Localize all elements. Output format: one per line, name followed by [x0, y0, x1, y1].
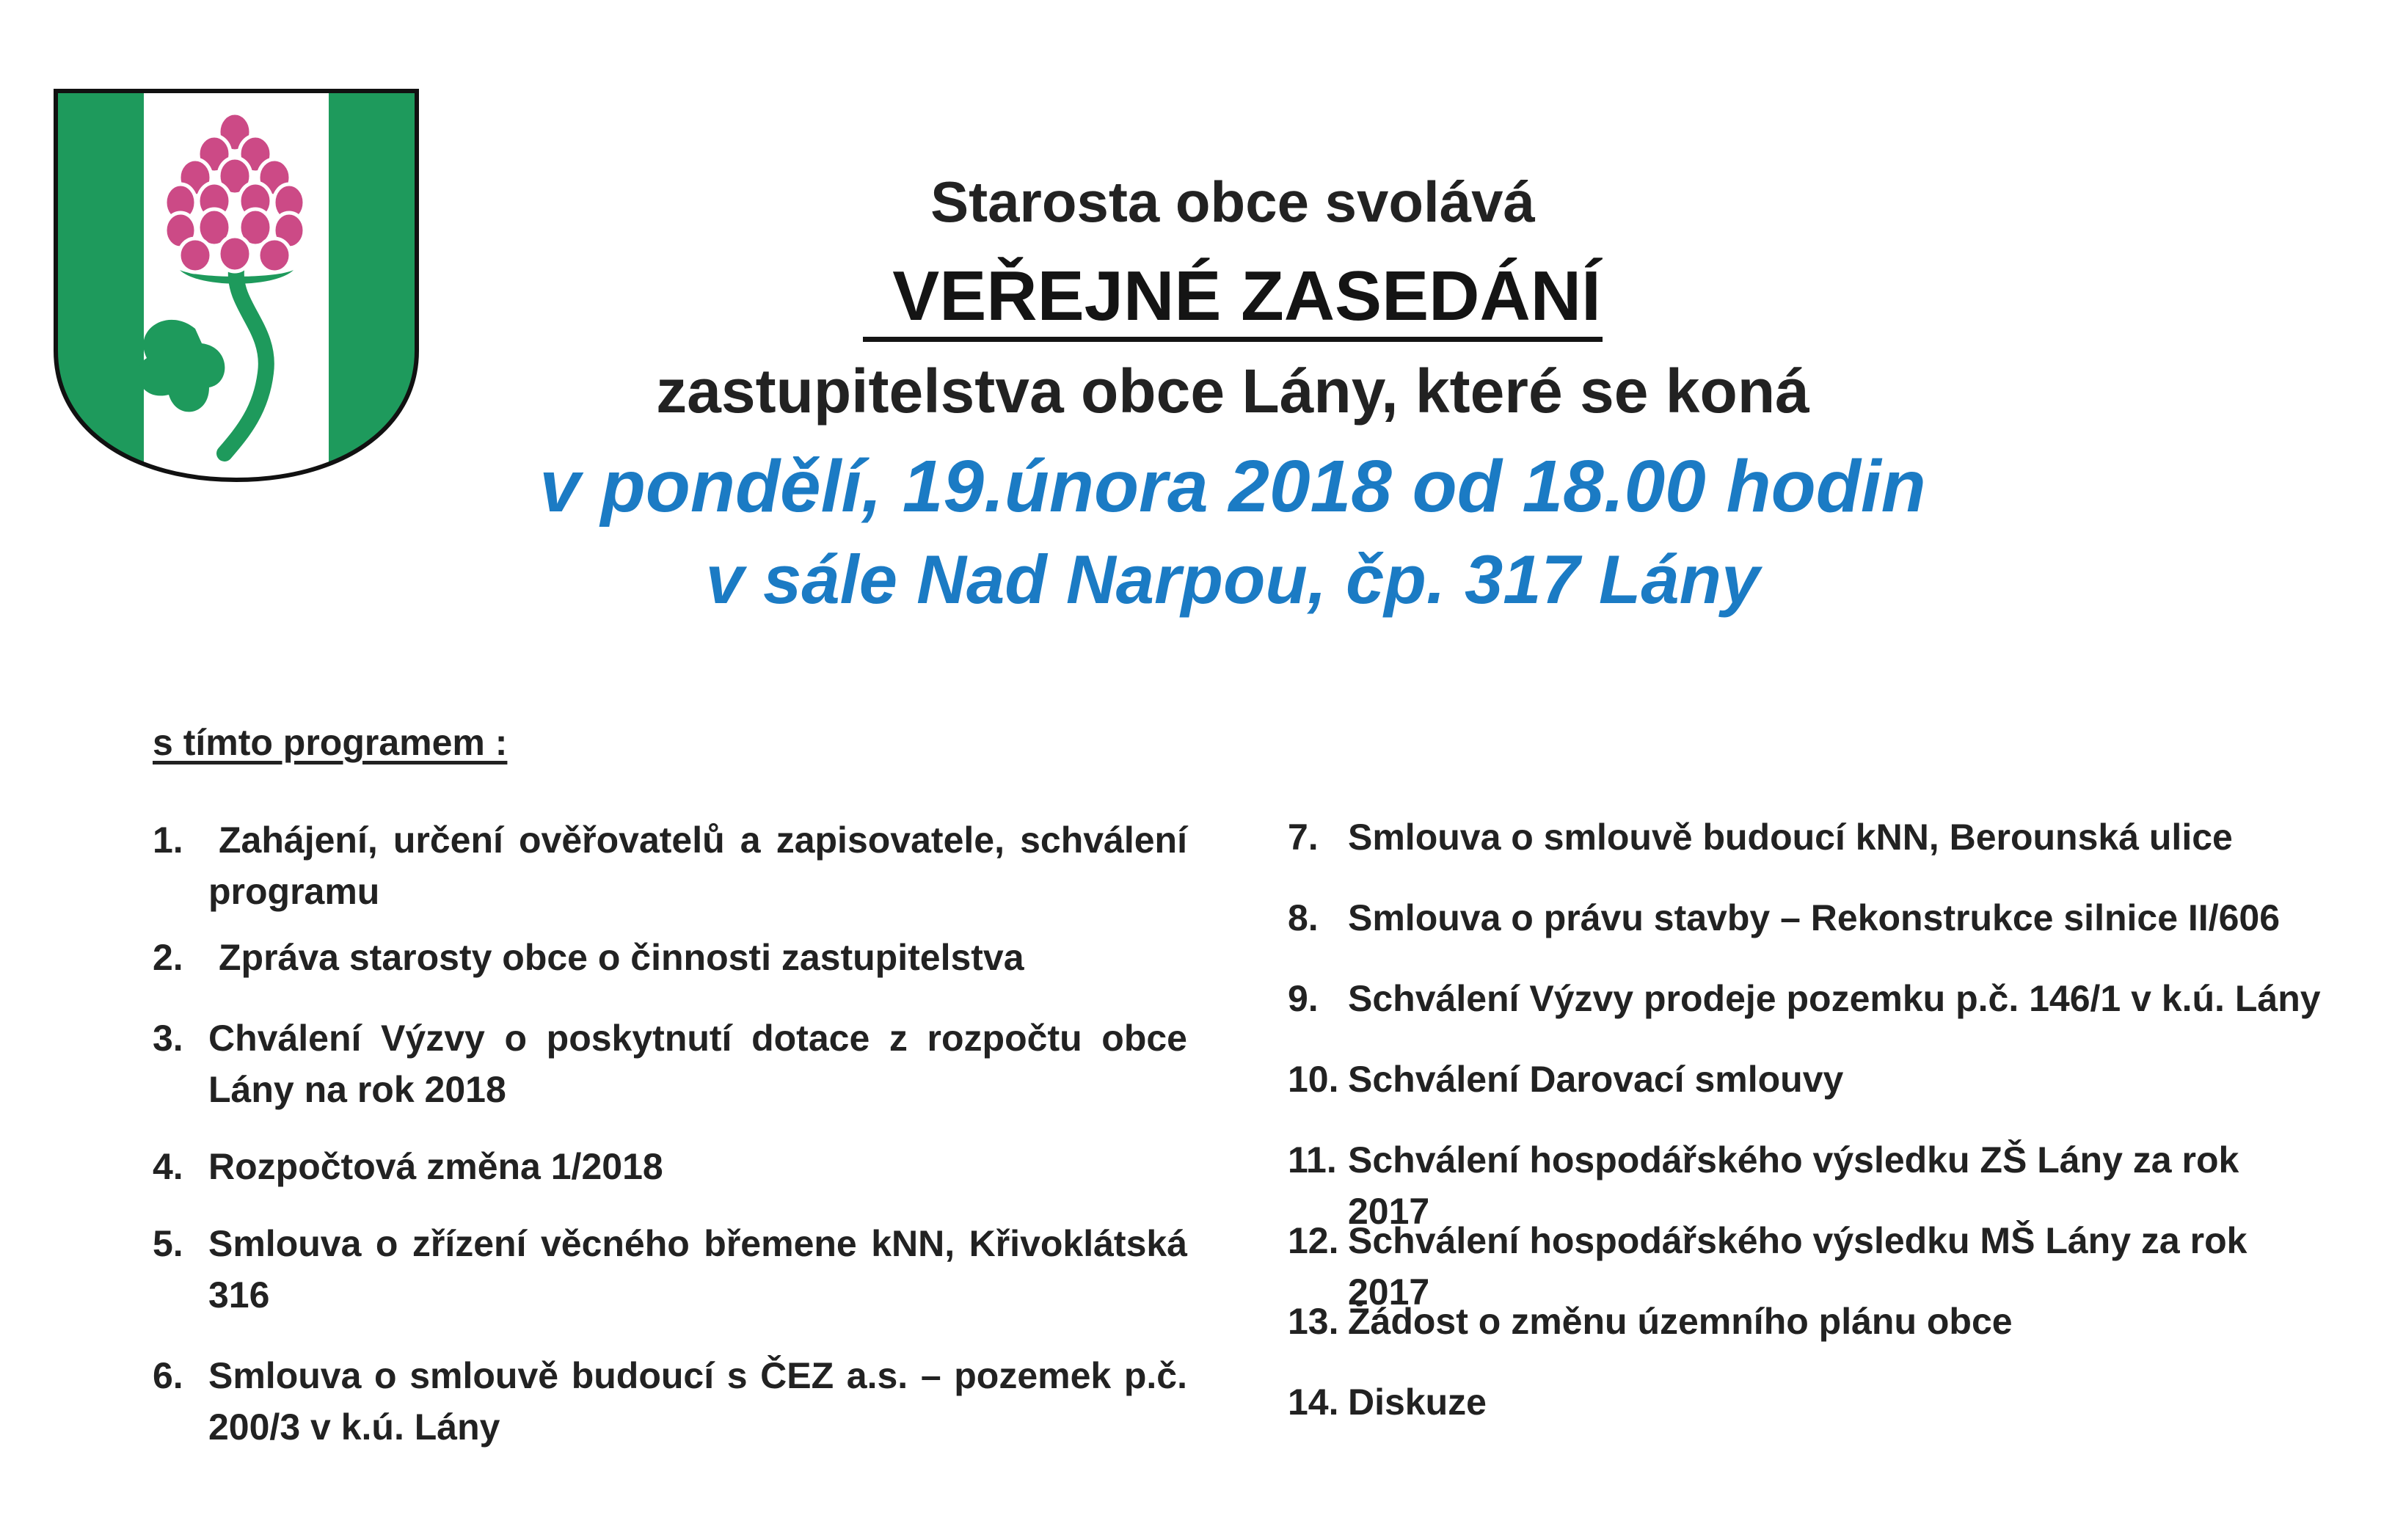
list-item-text: Rozpočtová změna 1/2018	[208, 1146, 663, 1187]
list-item-number: 8.	[1288, 897, 1319, 938]
list-item	[153, 814, 1187, 917]
list-item-number: 2.	[153, 937, 183, 978]
list-item-number: 3.	[153, 1018, 183, 1059]
list-item-text: Zpráva starosty obce o činnosti zastupitelstva	[219, 937, 1024, 978]
list-item-text: Smlouva o smlouvě budoucí kNN, Berounská ulice	[1348, 817, 2233, 858]
list-item	[153, 1218, 1187, 1321]
list-item	[1288, 973, 2330, 1024]
heading-line-3: zastupitelstva obce Lány, které se koná	[656, 357, 1809, 426]
list-item	[1288, 892, 2330, 944]
list-item-number: 14.	[1288, 1382, 1339, 1423]
list-item	[1288, 1376, 2330, 1428]
list-item-text: Schválení Darovací smlouvy	[1348, 1059, 1844, 1100]
list-item-number: 7.	[1288, 817, 1319, 858]
list-item	[1288, 811, 2330, 863]
list-item-text: Smlouva o zřízení věcného břemene kNN, Křivoklátská 316	[208, 1223, 1187, 1315]
list-item	[153, 1012, 1187, 1115]
list-item	[153, 932, 1187, 983]
list-item	[153, 1141, 1187, 1192]
list-item-text: Schválení hospodářského výsledku MŠ Lány za rok 2017	[1348, 1220, 2248, 1313]
list-item-text: Schválení hospodářského výsledku ZŠ Lány za rok 2017	[1348, 1139, 2239, 1232]
heading-title-text: VEŘEJNÉ ZASEDÁNÍ	[863, 258, 1603, 342]
list-item-number: 5.	[153, 1223, 183, 1264]
list-item-number: 12.	[1288, 1220, 1339, 1261]
list-item-text: Žádost o změnu územního plánu obce	[1348, 1301, 2013, 1342]
list-item	[153, 1350, 1187, 1453]
list-item-number: 9.	[1288, 978, 1319, 1019]
heading-title	[440, 252, 2025, 342]
program-label: s tímto programem :	[153, 722, 508, 763]
list-item-text: Zahájení, určení ověřovatelů a zapisovatele, schválení programu	[208, 820, 1187, 912]
list-item	[1288, 1296, 2330, 1347]
list-item-text: Chválení Výzvy o poskytnutí dotace z rozpočtu obce Lány na rok 2018	[208, 1018, 1187, 1110]
list-item-number: 1.	[153, 820, 183, 861]
meeting-date: v pondělí, 19.února 2018 od 18.00 hodin	[539, 445, 1926, 528]
list-item-text: Schválení Výzvy prodeje pozemku p.č. 146/1 v k.ú. Lány	[1348, 978, 2321, 1019]
list-item-number: 11.	[1288, 1139, 1337, 1180]
list-item-text: Diskuze	[1348, 1382, 1487, 1423]
coat-of-arms-clover-icon	[51, 87, 421, 484]
list-item-number: 4.	[153, 1146, 183, 1187]
list-item-text: Smlouva o právu stavby – Rekonstrukce silnice II/606	[1348, 897, 2280, 938]
list-item-number: 10.	[1288, 1059, 1339, 1100]
list-item-number: 6.	[153, 1355, 183, 1396]
list-item-number: 13.	[1288, 1301, 1339, 1342]
meeting-venue: v sále Nad Narpou, čp. 317 Lány	[705, 541, 1760, 618]
list-item-text: Smlouva o smlouvě budoucí s ČEZ a.s. – pozemek p.č. 200/3 v k.ú. Lány	[208, 1355, 1187, 1448]
heading-line-1: Starosta obce svolává	[930, 169, 1535, 234]
list-item	[1288, 1054, 2330, 1105]
